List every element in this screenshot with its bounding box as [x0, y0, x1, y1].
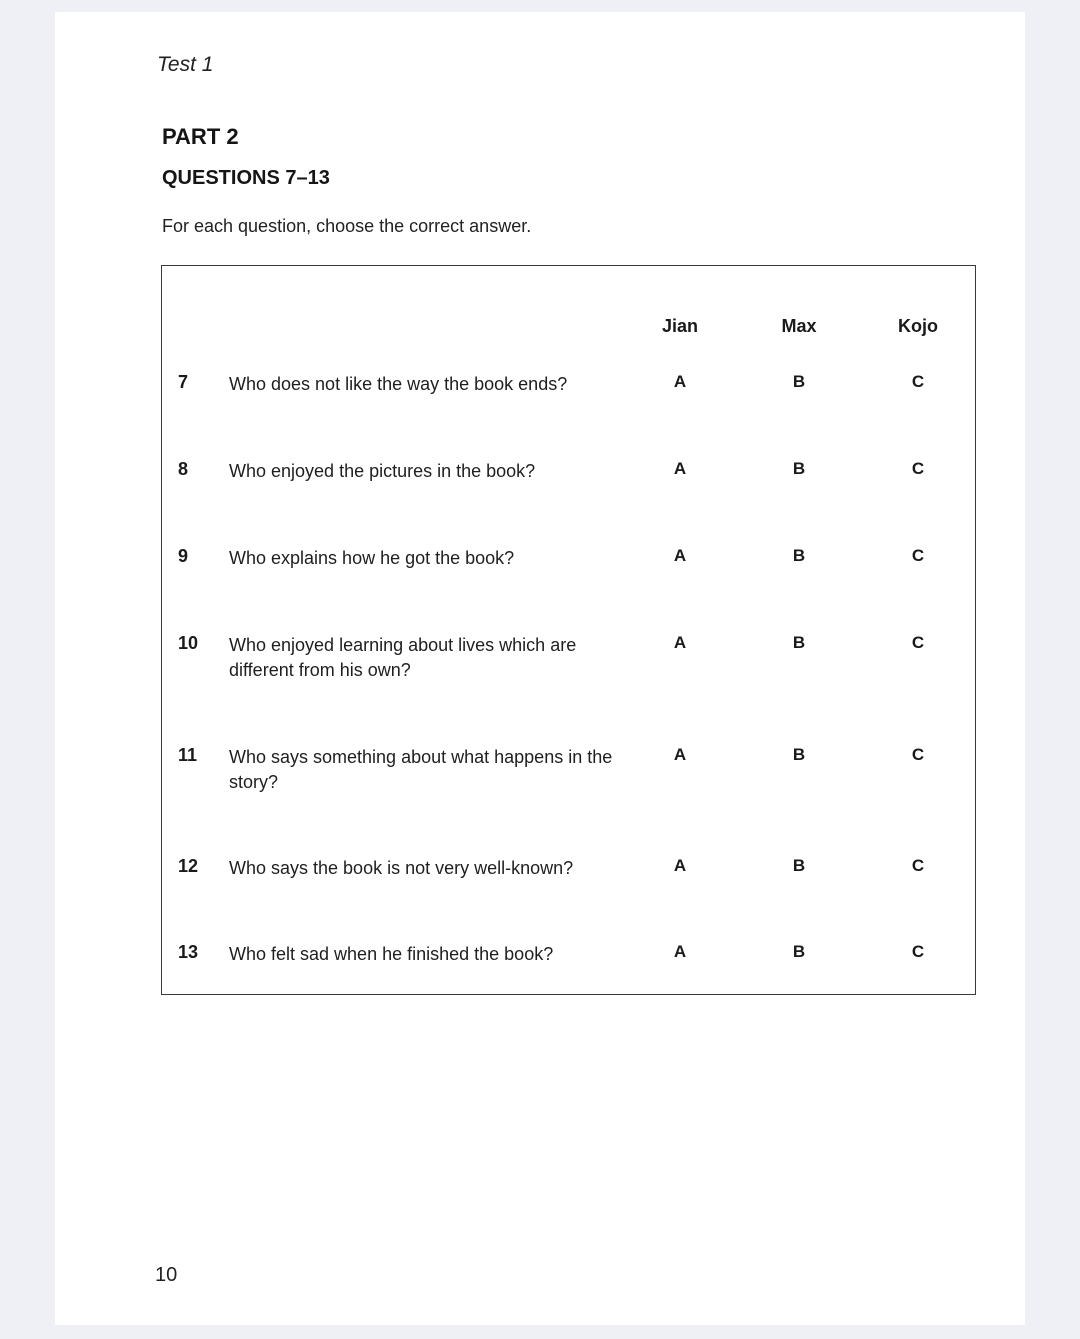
option-c[interactable]: C [911, 372, 925, 391]
answer-table [161, 265, 976, 995]
question-text: Who enjoyed learning about lives which are different from his own? [229, 635, 577, 680]
question-text: Who felt sad when he finished the book? [229, 944, 554, 964]
option-b[interactable]: B [792, 942, 806, 961]
option-a[interactable]: A [673, 856, 687, 875]
option-c[interactable]: C [911, 745, 925, 764]
question-number: 9 [178, 546, 189, 566]
question-text: Who says the book is not very well-known? [229, 858, 574, 878]
question-number: 10 [178, 633, 199, 653]
option-a[interactable]: A [673, 372, 687, 391]
option-a[interactable]: A [673, 942, 687, 961]
question-number: 7 [178, 372, 189, 392]
option-b[interactable]: B [792, 856, 806, 875]
option-c[interactable]: C [911, 856, 925, 875]
option-c[interactable]: C [911, 459, 925, 478]
question-text: Who says something about what happens in the story? [229, 747, 613, 792]
option-a[interactable]: A [673, 633, 687, 652]
question-number: 12 [178, 856, 199, 876]
question-number: 11 [178, 745, 198, 765]
running-head: Test 1 [157, 53, 214, 76]
instruction-text: For each question, choose the correct answer. [162, 216, 532, 236]
option-b[interactable]: B [792, 745, 806, 764]
page-number: 10 [155, 1264, 178, 1286]
question-number: 13 [178, 942, 199, 962]
option-c[interactable]: C [911, 633, 925, 652]
option-c[interactable]: C [911, 546, 925, 565]
option-b[interactable]: B [792, 633, 806, 652]
column-header-kojo: Kojo [898, 316, 938, 336]
exam-page [55, 12, 1025, 1325]
option-b[interactable]: B [792, 372, 806, 391]
question-text: Who enjoyed the pictures in the book? [229, 461, 536, 481]
option-b[interactable]: B [792, 459, 806, 478]
part-title: PART 2 [162, 124, 239, 149]
option-a[interactable]: A [673, 459, 687, 478]
question-number: 8 [178, 459, 189, 479]
question-text: Who does not like the way the book ends? [229, 374, 568, 394]
option-a[interactable]: A [673, 745, 687, 764]
option-c[interactable]: C [911, 942, 925, 961]
column-header-jian: Jian [661, 316, 699, 336]
question-text: Who explains how he got the book? [229, 548, 515, 568]
questions-range-title: QUESTIONS 7–13 [162, 167, 330, 189]
option-b[interactable]: B [792, 546, 806, 565]
option-a[interactable]: A [673, 546, 687, 565]
column-header-max: Max [781, 316, 817, 336]
